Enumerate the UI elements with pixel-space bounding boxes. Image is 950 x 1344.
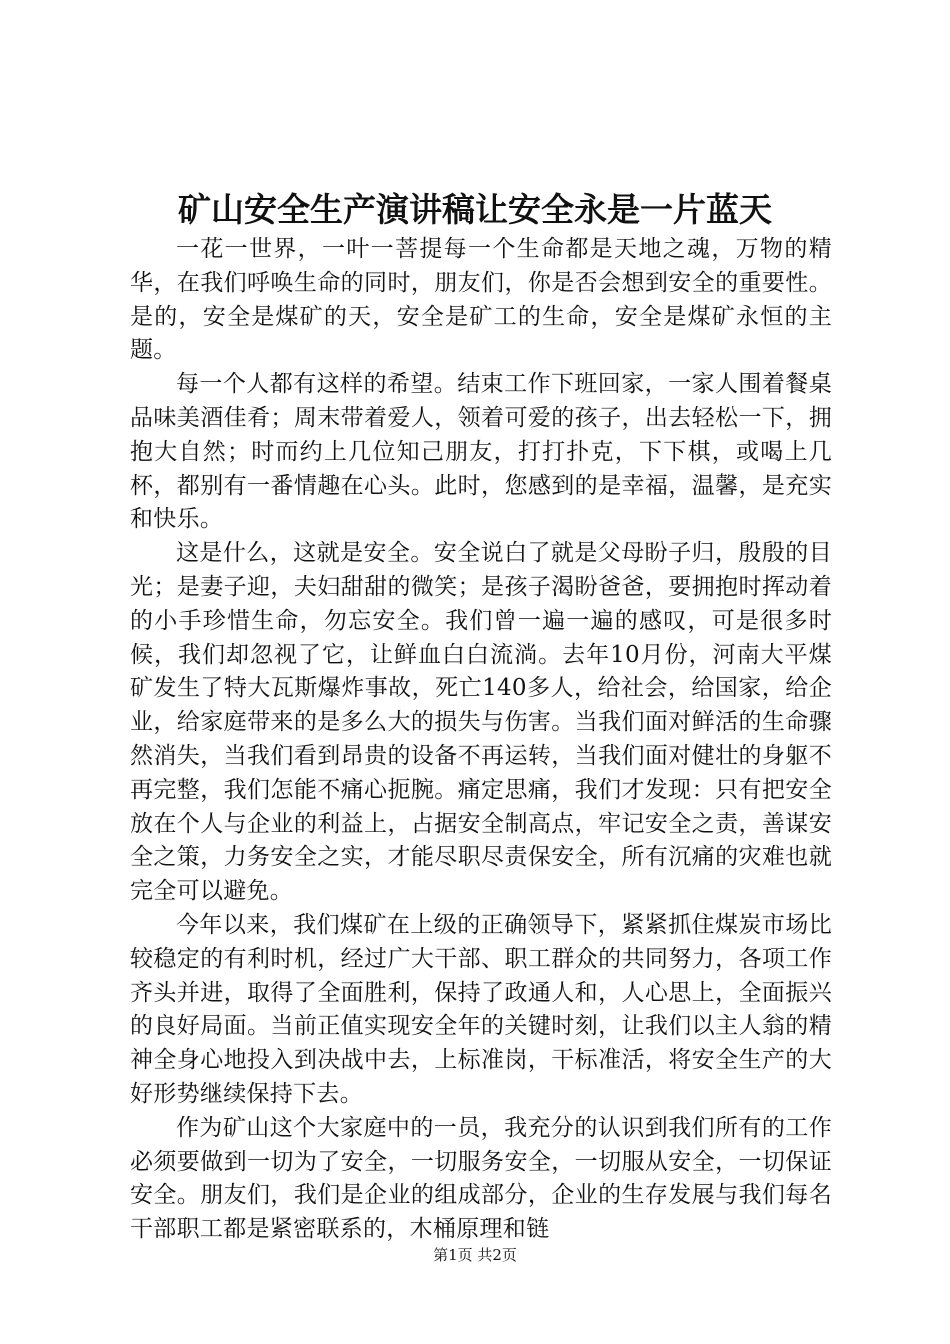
page-title: 矿山安全生产演讲稿让安全永是一片蓝天 (178, 190, 772, 229)
document-body (130, 233, 832, 1247)
paragraph: 每一个人都有这样的希望。结束工作下班回家，一家人围着餐桌品味美酒佳肴；周末带着爱人，领着可爱的孩子，出去轻松一下，拥抱大自然；时而约上几位知己朋友，打打扑克，下下棋，或喝上几杯，都别有一番情趣在心头。此时，您感到的是幸福，温馨，是充实和快乐。 (130, 371, 832, 533)
paragraph: 今年以来，我们煤矿在上级的正确领导下，紧紧抓住煤炭市场比较稳定的有利时机，经过广大干部、职工群众的共同努力，各项工作齐头并进，取得了全面胜利，保持了政通人和，人心思上，全面振兴的良好局面。当前正值实现安全年的关键时刻，让我们以主人翁的精神全身心地投入到决战中去，上标准岗，干标准活，将安全生产的大好形势继续保持下去。 (130, 911, 832, 1107)
paragraph: 一花一世界，一叶一菩提每一个生命都是天地之魂，万物的精华，在我们呼唤生命的同时，朋友们，你是否会想到安全的重要性。是的，安全是煤矿的天，安全是矿工的生命，安全是煤矿永恒的主题。 (130, 236, 832, 364)
page-number-footer: 第1页 共2页 (433, 1246, 517, 1264)
paragraph: 这是什么，这就是安全。安全说白了就是父母盼子归，殷殷的目光；是妻子迎，夫妇甜甜的微笑；是孩子渴盼爸爸，要拥抱时挥动着的小手珍惜生命，勿忘安全。我们曾一遍一遍的感叹，可是很多时候，我们却忽视了它，让鲜血白白流淌。去年10月份，河南大平煤矿发生了特大瓦斯爆炸事故，死亡140多人，给社会，给国家，给企业，给家庭带来的是多么大的损失与伤害。当我们面对鲜活的生命骤然消失，当我们看到昂贵的设备不再运转，当我们面对健壮的身躯不再完整，我们怎能不痛心扼腕。痛定思痛，我们才发现：只有把安全放在个人与企业的利益上，占据安全制高点，牢记安全之责，善谋安全之策，力务安全之实，才能尽职尽责保安全，所有沉痛的灾难也就完全可以避免。 (130, 540, 832, 905)
paragraph: 作为矿山这个大家庭中的一员，我充分的认识到我们所有的工作必须要做到一切为了安全，一切服务安全，一切服从安全，一切保证安全。朋友们，我们是企业的组成部分，企业的生存发展与我们每名干部职工都是紧密联系的，木桶原理和链 (130, 1114, 832, 1243)
